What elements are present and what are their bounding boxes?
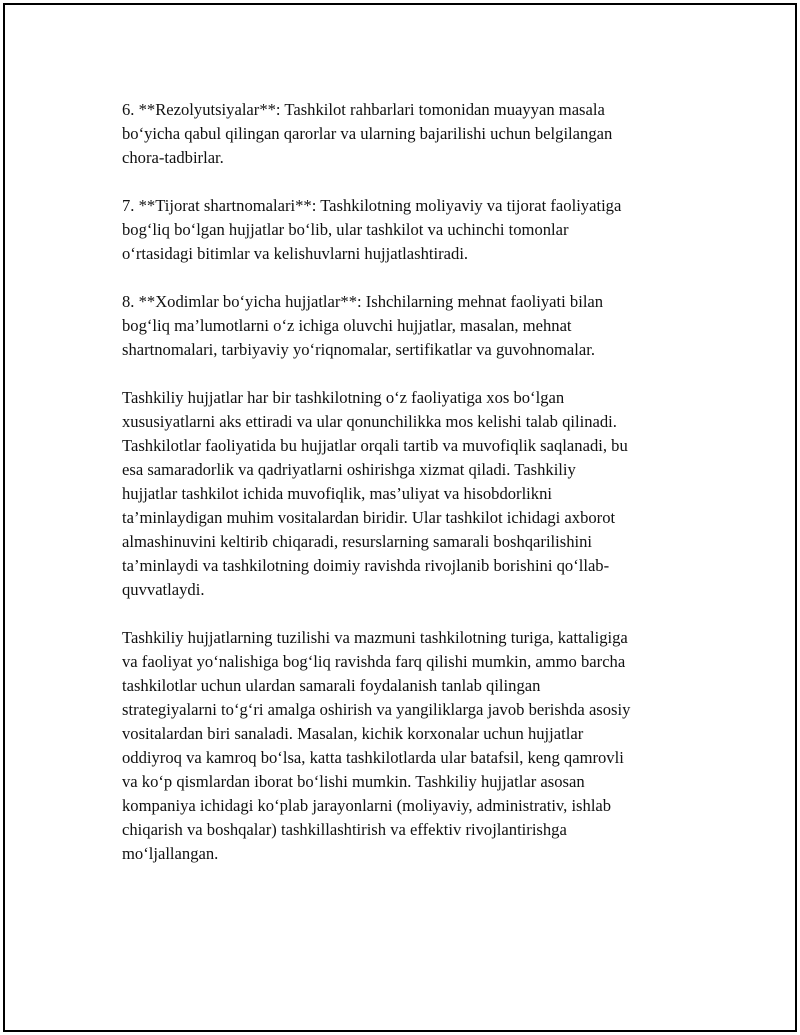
paragraph-xodimlar-hujjatlari: 8. **Xodimlar bo‘yicha hujjatlar**: Ishchilarning mehnat faoliyati bilan bog‘liq ma’lumotlarni o‘z ichiga oluvchi hujjatlar, masalan, mehnat shartnomalari, tarbiyaviy yo‘riqnomalar, sertifikatlar va guvohnomalar.	[122, 292, 604, 359]
paragraph-tashkiliy-hujjatlar: Tashkiliy hujjatlar har bir tashkilotning o‘z faoliyatiga xos bo‘lgan xususiyatlarni aks ettiradi va ular qonunchilikka mos kelishi talab qilinadi. Tashkilotlar faoliyatida bu hujjatlar orqali tartib va muvofiqlik saqlanadi, bu esa samaradorlik va qadriyatlarni oshirishga xizmat qiladi. Tashkiliy hujjatlar tashkilot ichida muvofiqlik, mas’uliyat va hisobdorlikni ta’minlaydigan muhim vositalardan biridir. Ular tashkilot ichidagi axborot almashinuvini keltirib chiqaradi, resurslarning samarali boshqarilishini ta’minlaydi va tashkilotning doimiy ravishda rivojlanib borishini qo‘llab- quvvatlaydi.	[122, 388, 628, 599]
paragraph-tuzilishi-mazmuni: Tashkiliy hujjatlarning tuzilishi va mazmuni tashkilotning turiga, kattaligiga va faoliyat yo‘nalishiga bog‘liq ravishda farq qilishi mumkin, ammo barcha tashkilotlar uchun ulardan samarali foydalanish tanlab qilingan strategiyalarni to‘g‘ri amalga oshirish va yangiliklarga javob berishda asosiy vositalardan biri sanaladi. Masalan, kichik korxonalar uchun hujjatlar oddiyroq va kamroq bo‘lsa, katta tashkilotlarda ular batafsil, keng qamrovli va ko‘p qismlardan iborat bo‘lishi mumkin. Tashkiliy hujjatlar asosan kompaniya ichidagi ko‘plab jarayonlarni (moliyaviy, administrativ, ishlab chiqarish va boshqalar) tashkillashtirish va effektiv rivojlantirishga mo‘ljallangan.	[122, 628, 631, 863]
paragraph-rezolyutsiyalar: 6. **Rezolyutsiyalar**: Tashkilot rahbarlari tomonidan muayyan masala bo‘yicha qabul qilingan qarorlar va ularning bajarilishi uchun belgilangan chora-tadbirlar.	[122, 100, 613, 167]
page-frame	[3, 3, 797, 1032]
paragraph-tijorat-shartnomalari: 7. **Tijorat shartnomalari**: Tashkilotning moliyaviy va tijorat faoliyatiga bog‘liq bo‘lgan hujjatlar bo‘lib, ular tashkilot va uchinchi tomonlar o‘rtasidagi bitimlar va kelishuvlarni hujjatlashtiradi.	[122, 196, 622, 263]
document-body	[122, 98, 692, 890]
